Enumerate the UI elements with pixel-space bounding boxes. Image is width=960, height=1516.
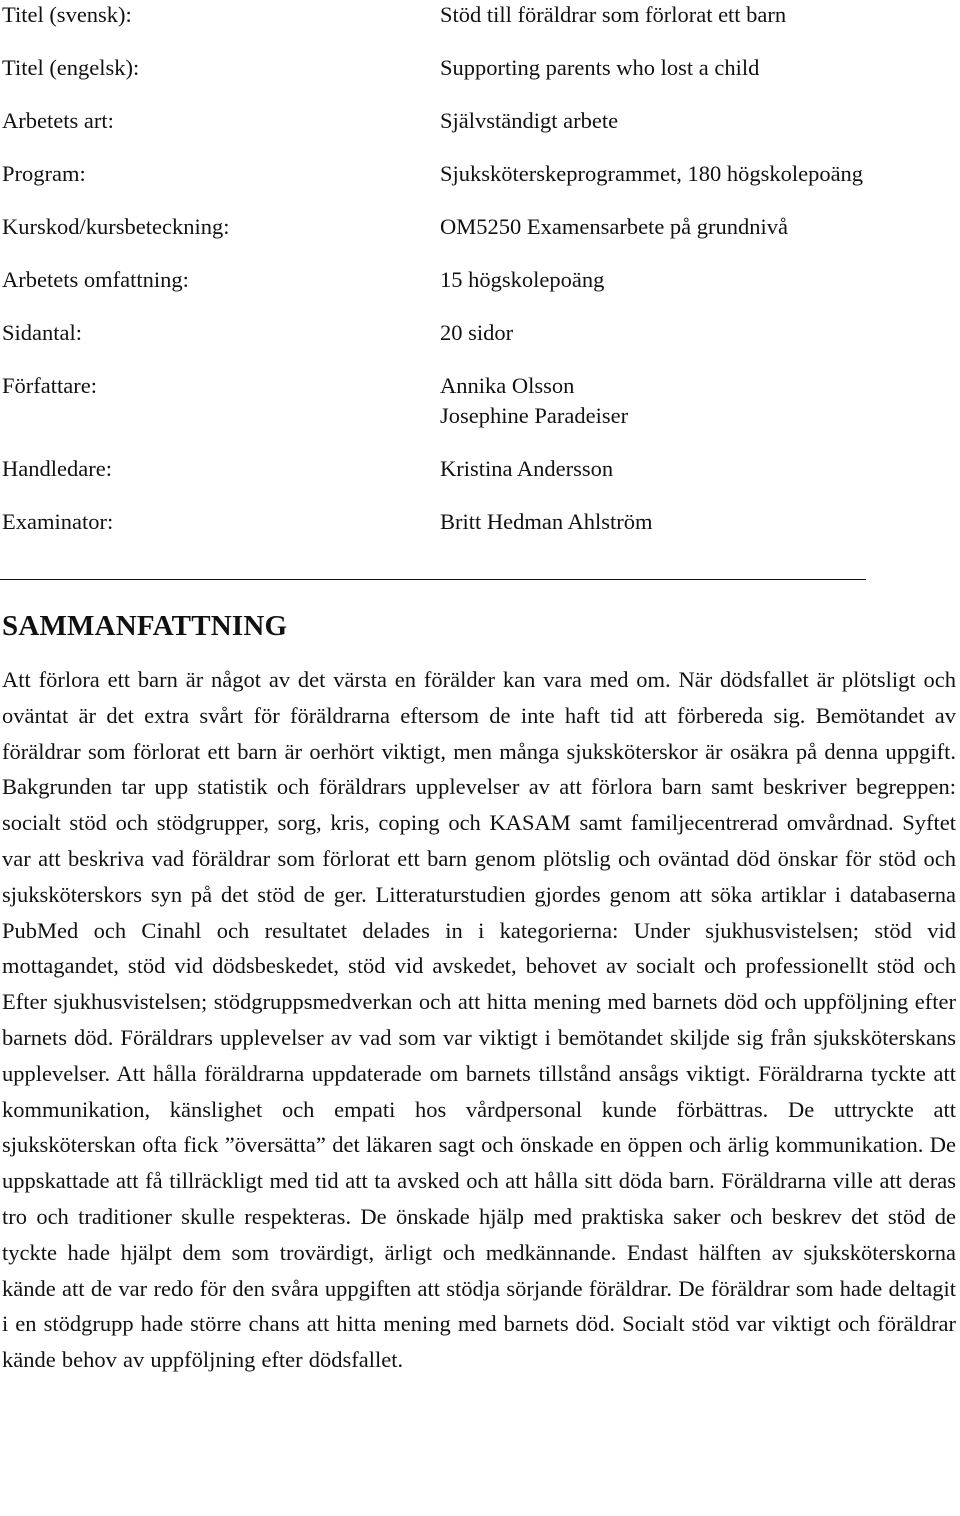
metadata-value-line: OM5250 Examensarbete på grundnivå [440,214,789,239]
metadata-value-line: Kristina Andersson [440,456,614,481]
metadata-value-line: Självständigt arbete [440,108,619,133]
metadata-value-line: 20 sidor [440,320,514,345]
metadata-label: Titel (svensk): [2,2,132,27]
metadata-value [440,318,513,348]
metadata-value [440,53,759,83]
metadata-value [440,507,653,537]
metadata-label: Arbetets omfattning: [2,267,189,292]
metadata-label: Titel (engelsk): [2,55,140,80]
metadata-value [440,0,786,30]
metadata-label: Författare: [2,373,97,398]
metadata-value-line: Britt Hedman Ahlström [440,509,653,534]
metadata-label: Arbetets art: [2,108,114,133]
metadata-label: Kurskod/kursbeteckning: [2,214,230,239]
metadata-label: Examinator: [2,509,114,534]
metadata-value-line: Stöd till föräldrar som förlorat ett barn [440,2,787,27]
metadata-value-line: Josephine Paradeiser [440,403,629,428]
metadata-label: Handledare: [2,456,112,481]
metadata-label: Program: [2,161,86,186]
metadata-value-line: Annika Olsson [440,373,575,398]
metadata-value [440,212,788,242]
metadata-value-line: Sjuksköterskeprogrammet, 180 högskolepoäng [440,161,864,186]
metadata-value [440,371,628,431]
metadata-value-line: Supporting parents who lost a child [440,55,760,80]
metadata-value [440,106,618,136]
abstract-heading: SAMMANFATTNING [2,610,288,642]
metadata-value [440,159,863,189]
metadata-label: Sidantal: [2,320,82,345]
section-divider [0,579,866,580]
abstract-body: Att förlora ett barn är något av det värsta en förälder kan vara med om. När dödsfallet är plötsligt och oväntat är det extra svårt för föräldrarna eftersom de inte haft tid att förbereda sig. Bemötandet av föräldrar som förlorat ett barn är oerhört viktigt, men många sjuksköterskor är osäkra på denna uppgift. Bakgrunden tar upp statistik och föräldrars upplevelser av att förlora barn samt beskriver begreppen: socialt stöd och stödgrupper, sorg, kris, coping och KASAM samt familjecentrerad omvårdnad. Syftet var att beskriva vad föräldrar som förlorat ett barn genom plötslig och oväntad död önskar för stöd och sjuksköterskors syn på det stöd de ger. Litteraturstudien gjordes genom att söka artiklar i databaserna PubMed och Cinahl och resultatet delades in i kategorierna: Under sjukhusvistelsen; stöd vid mottagandet, stöd vid dödsbeskedet, stöd vid avskedet, behovet av socialt och professionellt stöd och Efter sjukhusvistelsen; stödgruppsmedverkan och att hitta mening med barnets död och uppföljning efter barnets död. Föräldrars upplevelser av vad som var viktigt i bemötandet skiljde sig från sjuksköterskans upplevelser. Att hålla föräldrarna uppdaterade om barnets tillstånd ansågs viktigt. Föräldrarna tyckte att kommunikation, känslighet och empati hos vårdpersonal kunde förbättras. De uttryckte att sjuksköterskan ofta fick ”översätta” det läkaren sagt och önskade en öppen och ärlig kommunikation. De uppskattade att få tillräckligt med tid att ta avsked och att hålla sitt döda barn. Föräldrarna ville att deras tro och traditioner skulle respekteras. De önskade hjälp med praktiska saker och beskrev det stöd de tyckte hade hjälpt dem som trovärdigt, ärligt och medkännande. Endast hälften av sjuksköterskorna kände att de var redo för den svåra uppgiften att stödja sörjande föräldrar. De föräldrar som hade deltagit i en stödgrupp hade större chans att hitta mening med barnets död. Socialt stöd var viktigt och föräldrar kände behov av uppföljning efter dödsfallet. [2,667,956,1373]
metadata-value [440,265,604,295]
metadata-value [440,454,613,484]
metadata-value-line: 15 högskolepoäng [440,267,605,292]
